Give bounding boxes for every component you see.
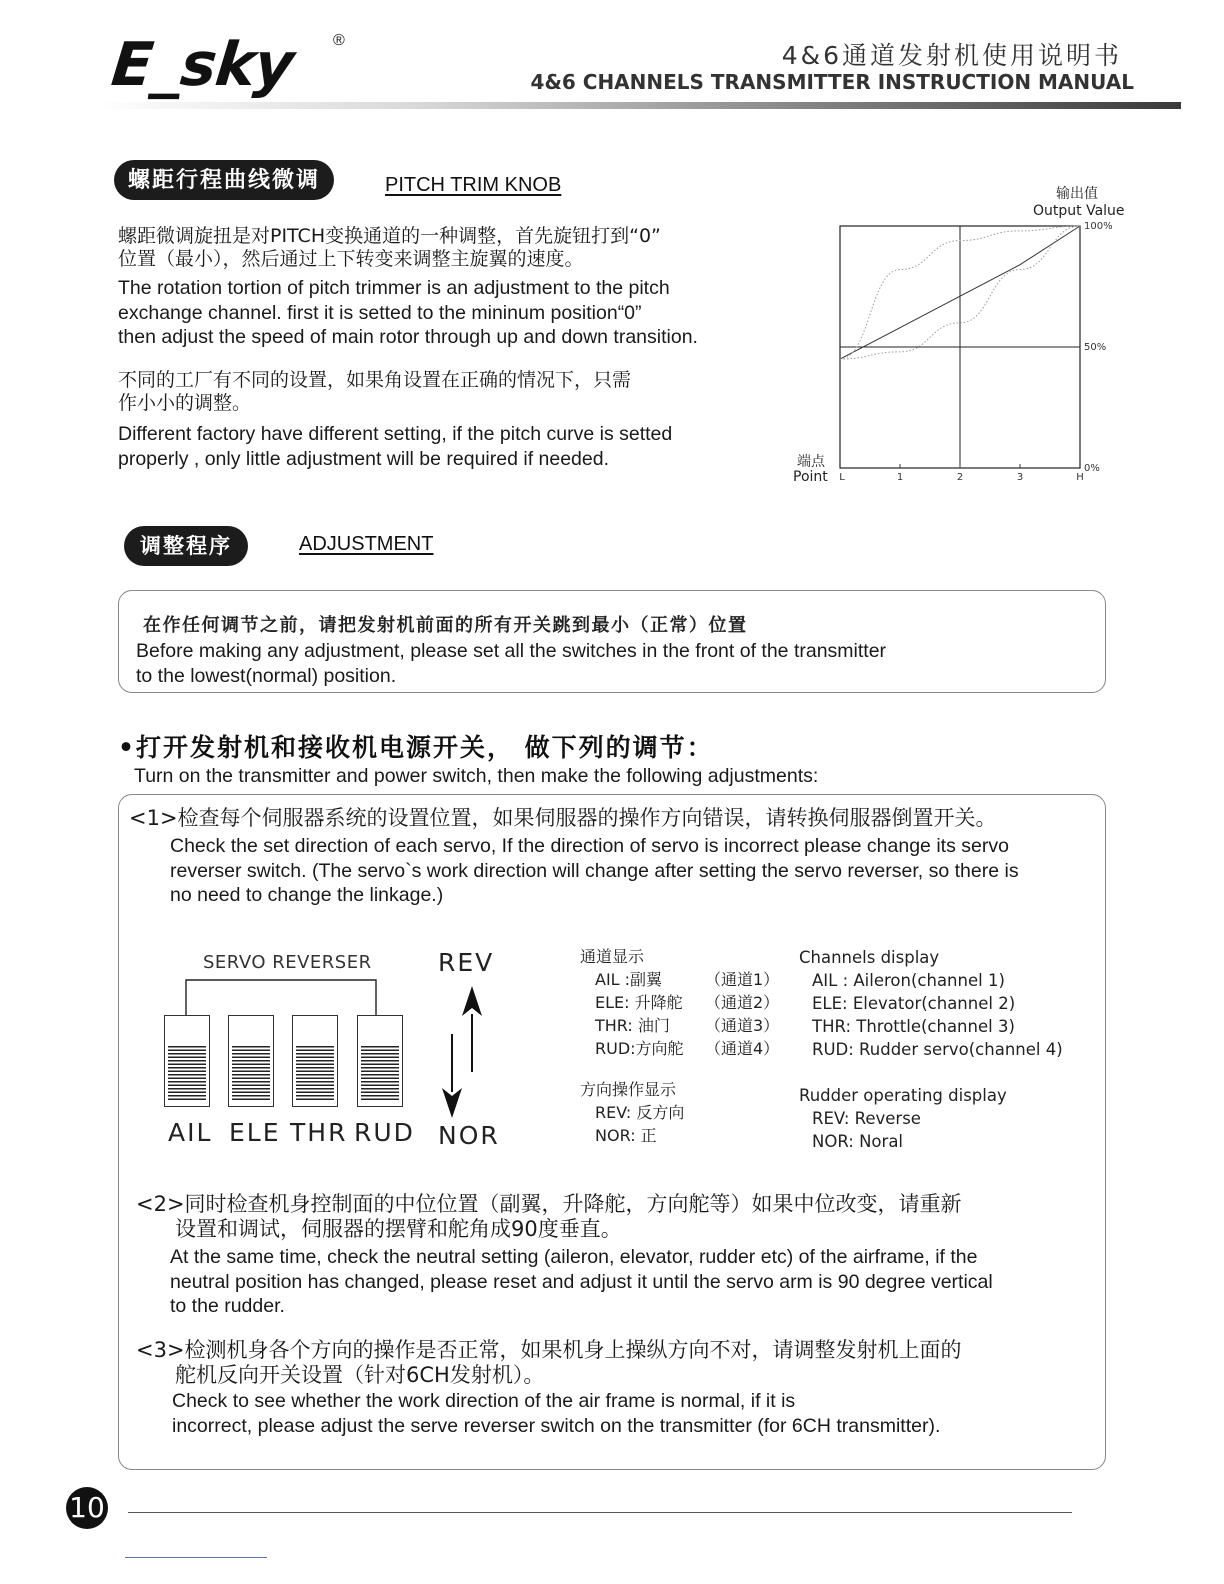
y-tick-label: 100%	[1084, 221, 1113, 232]
pitch-curve-chart	[830, 218, 1120, 486]
servo-switch-ele[interactable]	[228, 1015, 274, 1107]
registered-mark: ®	[333, 32, 345, 49]
pitch-paragraph-1-en: The rotation tortion of pitch trimmer is an adjustment to the pitch exchange channel. first it is setted to the mininum position“0” then adjust the speed of main rotor through up and down transition.	[118, 277, 698, 348]
page-number: 10	[66, 1487, 108, 1529]
manual-title-cn: 4&6通道发射机使用说明书	[781, 41, 1122, 70]
step-1-cn: <1>检查每个伺服器系统的设置位置，如果伺服器的操作方向错误，请转换伺服器倒置开关。	[129, 806, 997, 830]
pre-adjustment-note-cn: 在作任何调节之前，请把发射机前面的所有开关跳到最小（正常）位置	[143, 615, 748, 636]
pitch-paragraph-2-en: Different factory have different setting, if the pitch curve is setted properly , only little adjustment will be required if needed.	[118, 423, 673, 470]
adjust-section-title: ADJUSTMENT	[299, 533, 434, 555]
step-3-en: Check to see whether the work direction of the air frame is normal, if it is incorrect, please adjust the serve reverser switch on the transmitter (for 6CH transmitter).	[172, 1390, 941, 1437]
x-tick-label: L	[839, 472, 845, 483]
direction-en: Rudder operating display REV: Reverse NOR: Noral	[799, 1086, 1007, 1151]
esky-logo: E_sky	[108, 30, 297, 100]
step-1-en: Check the set direction of each servo, If the direction of servo is incorrect please change its servo reverser switch. (The servo`s work direction will change after setting the servo reverser, so there is no need to change the linkage.)	[170, 835, 1019, 906]
chart-ylabel-cn: 输出值	[1056, 186, 1098, 202]
manual-title-en: 4&6 CHANNELS TRANSMITTER INSTRUCTION MANUAL	[530, 70, 1134, 94]
rev-label: REV	[438, 948, 495, 977]
servo-label-thr: THR	[290, 1118, 348, 1147]
footer-rule	[128, 1512, 1072, 1513]
pitch-paragraph-2-cn: 不同的工厂有不同的设置，如果角设置在正确的情况下，只需 作小小的调整。	[118, 369, 632, 414]
chart-ylabel-en: Output Value	[1033, 203, 1125, 219]
y-tick-label: 50%	[1084, 342, 1107, 353]
servo-label-ele: ELE	[229, 1118, 281, 1147]
servo-label-rud: RUD	[354, 1118, 415, 1147]
servo-switch-ail[interactable]	[164, 1015, 210, 1107]
step-3-cn: <3>检测机身各个方向的操作是否正常，如果机身上操纵方向不对，请调整发射机上面的 舵机反向开关设置（针对6CH发射机）。	[136, 1338, 962, 1387]
adjust-section-badge: 调整程序	[124, 526, 248, 566]
pitch-section-title: PITCH TRIM KNOB	[385, 174, 562, 196]
servo-switch-thr[interactable]	[292, 1015, 338, 1107]
power-on-heading-cn: •打开发射机和接收机电源开关， 做下列的调节：	[118, 733, 714, 762]
step-2-en: At the same time, check the neutral setting (aileron, elevator, rudder etc) of the airframe, if the neutral position has changed, please reset and adjust it until the servo arm is 90 degree vertical to the rudder.	[170, 1246, 993, 1317]
x-tick-label: 3	[1016, 472, 1024, 483]
servo-switch-rud[interactable]	[357, 1015, 403, 1107]
nor-label: NOR	[438, 1121, 500, 1150]
x-tick-label: 1	[896, 472, 904, 483]
rev-nor-arrows-icon	[435, 984, 495, 1120]
channels-en: Channels display AIL : Aileron(channel 1) ELE: Elevator(channel 2) THR: Throttle(channel 3) RUD: Rudder servo(channel 4)	[799, 948, 1063, 1059]
channels-cn: 通道显示 AIL :副翼 （通道1） ELE: 升降舵 （通道2） THR: 油门 （通道3） RUD:方向舵 （通道4）	[580, 947, 780, 1058]
pitch-section-badge: 螺距行程曲线微调	[114, 160, 334, 200]
chart-xlabel-cn: 端点	[797, 454, 825, 470]
pitch-paragraph-1-cn: 螺距微调旋扭是对PITCH变换通道的一种调整，首先旋钮打到“0” 位置（最小），然后通过上下转变来调整主旋翼的速度。	[118, 225, 661, 270]
servo-label-ail: AIL	[168, 1118, 213, 1147]
header-rule	[95, 102, 1181, 109]
direction-cn: 方向操作显示 REV: 反方向 NOR: 正	[580, 1080, 685, 1145]
x-tick-label: H	[1076, 472, 1084, 483]
pre-adjustment-note-en: Before making any adjustment, please set all the switches in the front of the transmitter to the lowest(normal) position.	[136, 640, 887, 687]
chart-xlabel-en: Point	[793, 469, 828, 485]
servo-bracket	[160, 976, 400, 1018]
servo-reverser-title: SERVO REVERSER	[203, 952, 372, 973]
x-tick-label: 2	[956, 472, 964, 483]
footer-short-rule	[125, 1557, 267, 1558]
y-tick-label: 0%	[1084, 463, 1100, 474]
power-on-heading-en: Turn on the transmitter and power switch, then make the following adjustments:	[134, 765, 819, 787]
pre-adjustment-note-box	[118, 590, 1106, 693]
step-2-cn: <2>同时检查机身控制面的中位位置（副翼，升降舵，方向舵等）如果中位改变，请重新 设置和调试，伺服器的摆臂和舵角成90度垂直。	[136, 1192, 962, 1241]
